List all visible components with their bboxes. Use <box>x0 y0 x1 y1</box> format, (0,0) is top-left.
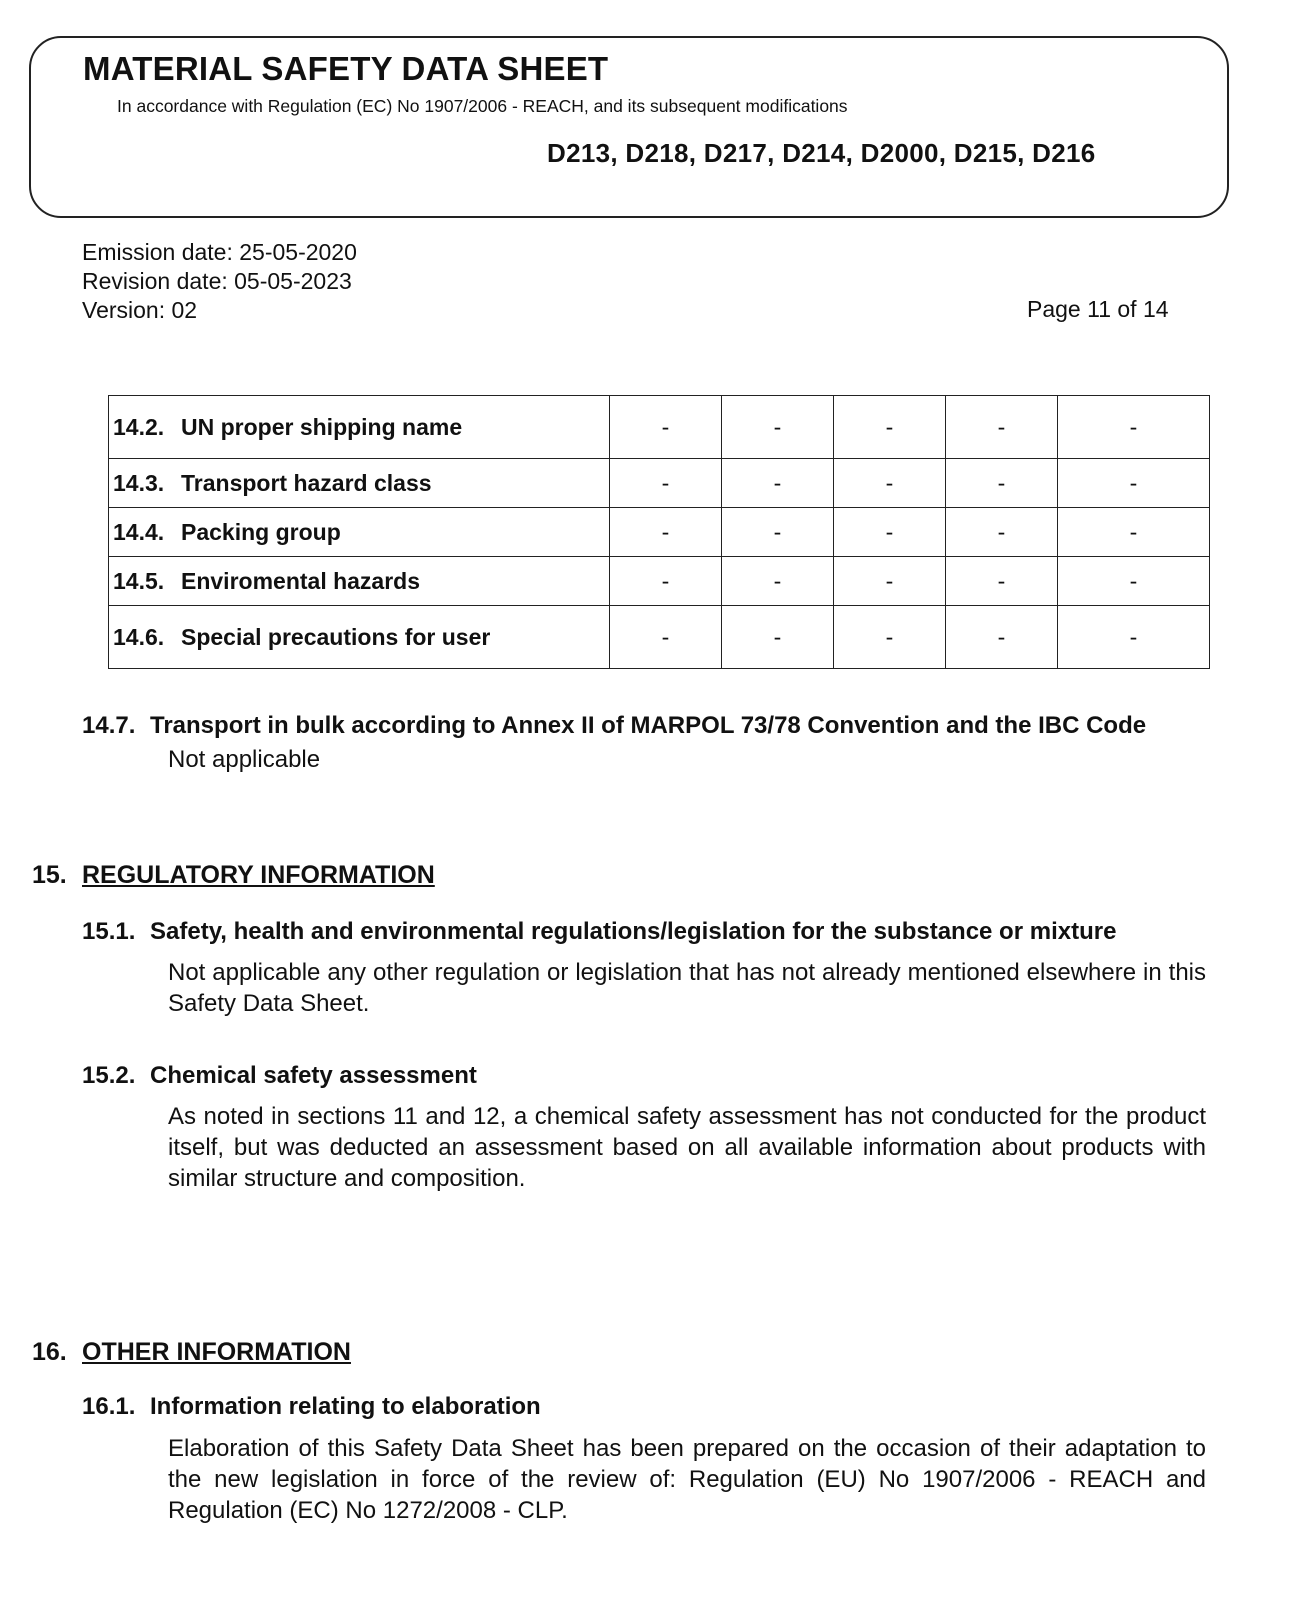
section-14-7-text: Not applicable <box>168 746 321 773</box>
table-cell: - <box>722 459 834 508</box>
row-label: 14.3. Transport hazard class <box>109 459 610 508</box>
version: Version: 02 <box>82 297 198 323</box>
table-cell: - <box>946 508 1058 557</box>
table-cell: - <box>610 606 722 669</box>
table-cell: - <box>1058 508 1210 557</box>
table-cell: - <box>722 606 834 669</box>
table-cell: - <box>834 459 946 508</box>
table-cell: - <box>1058 396 1210 459</box>
row-label: 14.2. UN proper shipping name <box>109 396 610 459</box>
table-row <box>109 396 1210 459</box>
table-cell: - <box>834 606 946 669</box>
section-16-1-heading: 16.1. Information relating to elaboration <box>82 1393 541 1420</box>
revision-date: Revision date: 05-05-2023 <box>82 268 352 294</box>
emission-date: Emission date: 25-05-2020 <box>82 239 357 265</box>
table-cell: - <box>610 396 722 459</box>
table-cell: - <box>1058 606 1210 669</box>
transport-table <box>108 395 1210 669</box>
table-cell: - <box>722 396 834 459</box>
table-row <box>109 459 1210 508</box>
document-header <box>29 36 1229 218</box>
section-16-heading: 16. OTHER INFORMATION <box>32 1338 351 1366</box>
table-cell: - <box>946 459 1058 508</box>
section-15-1-text: Not applicable any other regulation or legislation that has not already mentioned elsewhere in this Safety Data Sheet. <box>168 959 1206 1017</box>
section-16-1-text: Elaboration of this Safety Data Sheet has been prepared on the occasion of their adaptation to the new legislation in force of the review of: Regulation (EU) No 1907/2006 - REACH and Regulation (EC) No 1272/2008 - CLP. <box>168 1435 1206 1524</box>
page-number: Page 11 of 14 <box>1027 296 1169 322</box>
table-cell: - <box>1058 459 1210 508</box>
table-cell: - <box>834 508 946 557</box>
section-15-2-text: As noted in sections 11 and 12, a chemical safety assessment has not conducted for the product itself, but was deducted an assessment based on all available information about products with similar structure and composition. <box>168 1103 1206 1192</box>
table-cell: - <box>722 508 834 557</box>
table-cell: - <box>946 606 1058 669</box>
document-subtitle: In accordance with Regulation (EC) No 1907/2006 - REACH, and its subsequent modifications <box>117 96 848 116</box>
row-label: 14.6. Special precautions for user <box>109 606 610 669</box>
document-title: MATERIAL SAFETY DATA SHEET <box>83 50 609 87</box>
section-14-7-heading: 14.7. Transport in bulk according to Annex II of MARPOL 73/78 Convention and the IBC Code <box>82 712 1147 739</box>
table-cell: - <box>834 557 946 606</box>
row-label: 14.5. Enviromental hazards <box>109 557 610 606</box>
section-15-1-heading: 15.1. Safety, health and environmental regulations/legislation for the substance or mixture <box>82 918 1117 945</box>
table-row <box>109 606 1210 669</box>
table-cell: - <box>946 557 1058 606</box>
row-label: 14.4. Packing group <box>109 508 610 557</box>
table-cell: - <box>722 557 834 606</box>
table-row <box>109 508 1210 557</box>
table-cell: - <box>834 396 946 459</box>
table-cell: - <box>610 459 722 508</box>
section-15-2-heading: 15.2. Chemical safety assessment <box>82 1062 477 1089</box>
table-cell: - <box>946 396 1058 459</box>
table-cell: - <box>1058 557 1210 606</box>
table-row <box>109 557 1210 606</box>
table-cell: - <box>610 508 722 557</box>
product-codes: D213, D218, D217, D214, D2000, D215, D216 <box>547 138 1096 168</box>
table-cell: - <box>610 557 722 606</box>
section-15-heading: 15. REGULATORY INFORMATION <box>32 861 435 889</box>
